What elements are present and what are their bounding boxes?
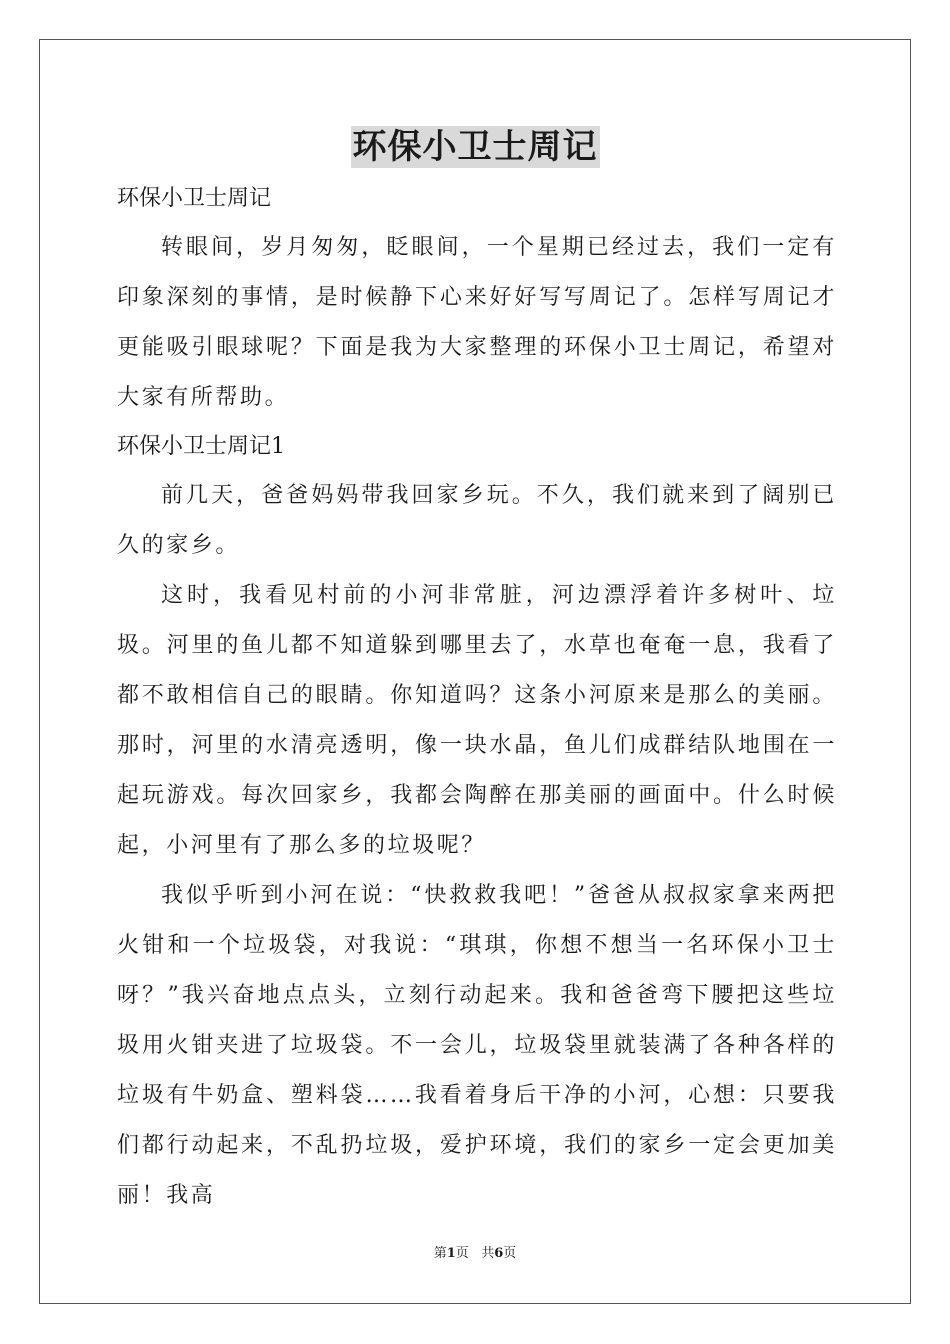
body-paragraph: 我似乎听到小河在说：“快救救我吧！”爸爸从叔叔家拿来两把火钳和一个垃圾袋，对我说：“琪琪，你想不想当一名环保小卫士呀？”我兴奋地点点头，立刻行动起来。我和爸爸弯下腰把这些垃圾用火钳夹进了垃圾袋。不一会儿，垃圾袋里就装满了各种各样的垃圾有牛奶盒、塑料袋……我看着身后干净的小河，心想：只要我们都行动起来，不乱扔垃圾，爱护环境，我们的家乡一定会更加美丽！我高 (117, 883, 837, 1208)
total-suffix: 页 (503, 1246, 517, 1261)
title-wrap (0, 126, 950, 168)
body-paragraph: 前几天，爸爸妈妈带我回家乡玩。不久，我们就来到了阔别已久的家乡。 (117, 483, 837, 558)
intro-paragraph: 转眼间，岁月匆匆，眨眼间，一个星期已经过去，我们一定有印象深刻的事情，是时候静下心来好好写写周记了。怎样写周记才更能吸引眼球呢？下面是我为大家整理的环保小卫士周记，希望对大家有所帮助。 (117, 235, 837, 410)
page-suffix: 页 (455, 1246, 469, 1261)
total-prefix: 共 (481, 1246, 495, 1261)
body-paragraph: 这时，我看见村前的小河非常脏，河边漂浮着许多树叶、垃圾。河里的鱼儿都不知道躲到哪里去了，水草也奄奄一息，我看了都不敢相信自己的眼睛。你知道吗？这条小河原来是那么的美丽。那时，河里的水清亮透明，像一块水晶，鱼儿们成群结队地围在一起玩游戏。每次回家乡，我都会陶醉在那美丽的画面中。什么时候起，小河里有了那么多的垃圾呢？ (117, 583, 837, 858)
document-body (117, 175, 837, 1221)
document-title: 环保小卫士周记 (352, 127, 598, 167)
page-total: 6 (494, 1246, 504, 1261)
subtitle: 环保小卫士周记 (117, 186, 272, 211)
page-current: 1 (446, 1246, 456, 1261)
page-prefix: 第 (433, 1246, 447, 1261)
section-heading: 环保小卫士周记1 (117, 434, 285, 459)
page-footer (0, 1245, 950, 1263)
